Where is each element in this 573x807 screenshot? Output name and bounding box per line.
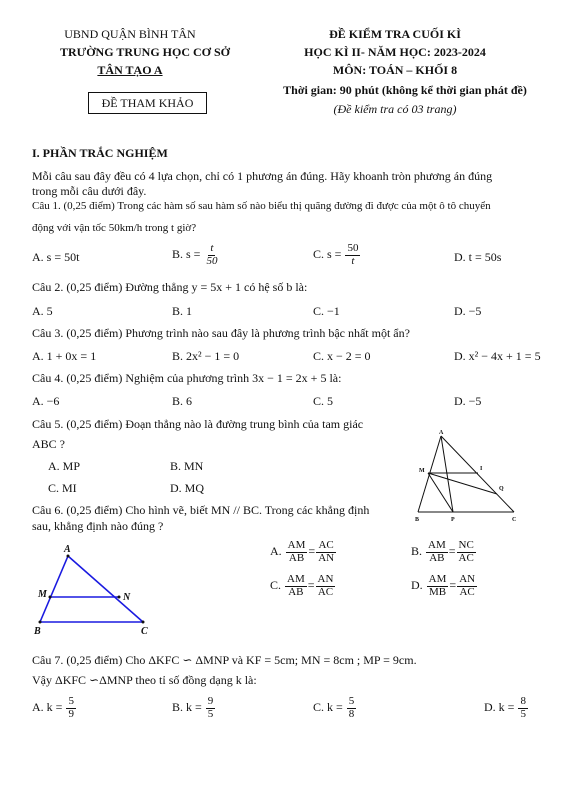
q3-option-c: C. x − 2 = 0 [313, 349, 371, 363]
q7-a-den: 9 [68, 707, 74, 720]
q5-option-a: A. MP [48, 459, 81, 473]
q5-option-d: D. MQ [170, 481, 205, 495]
q7-c-prefix: C. k = [313, 699, 343, 714]
q6-b-den2: AC [458, 551, 474, 564]
q6-d-den2: AC [459, 585, 475, 598]
q5-triangle-figure [408, 426, 526, 526]
q6-option-b: B. $\frac{AM}{AB}$ = $\frac{NC}{AC}$ [411, 539, 474, 564]
q1-b-prefix: B. s = [172, 246, 201, 261]
q7-d-num: 8 [520, 695, 526, 707]
q6-option-a: A. $\frac{AM}{AB}$ = $\frac{AC}{AN}$ [270, 539, 335, 564]
q4-option-c: C. 5 [313, 394, 334, 408]
q5-label-c: C [512, 517, 517, 523]
q5-label-a: A [439, 430, 444, 436]
q5-segment-mp [428, 473, 453, 512]
q1-line2: động với vận tốc 50km/h trong t giờ? [32, 222, 197, 234]
q5-label-i: I [480, 466, 483, 472]
header-right-line5: (Đề kiểm tra có 03 trang) [333, 102, 457, 116]
q6-point-c [142, 621, 145, 624]
q6-side-ac [68, 556, 143, 622]
q3-text: Câu 3. (0,25 điểm) Phương trình nào sau đây là phương trình bậc nhất một ẩn? [32, 326, 410, 340]
q6-a-den1: AB [288, 551, 305, 564]
q7-option-a [32, 696, 77, 720]
header-left-line3: TÂN TẠO A [97, 63, 163, 77]
q5-line1: Câu 5. (0,25 điểm) Đoạn thẳng nào là đường trung bình của tam giác [32, 417, 364, 431]
q5-segment-ap [441, 436, 453, 512]
reference-label: ĐỀ THAM KHẢO [101, 96, 194, 110]
q1-b-num: t [210, 242, 214, 254]
q6-c-den1: AB [288, 585, 304, 598]
q6-d-num2: AN [459, 573, 476, 585]
q1-b-den: 50 [206, 254, 218, 267]
q6-c-num2: AN [317, 573, 334, 585]
q5-option-b: B. MN [170, 459, 204, 473]
header-right-line2: HỌC KÌ II- NĂM HỌC: 2023-2024 [304, 45, 486, 59]
q5-label-b: B [415, 517, 420, 523]
q7-c-den: 8 [348, 707, 355, 720]
q7-c-num: 5 [348, 695, 355, 707]
q7-option-b [172, 696, 216, 720]
q6-option-d: D. $\frac{AM}{MB}$ = $\frac{AN}{AC}$ [411, 573, 476, 598]
q6-a-label: A. [270, 543, 282, 558]
q6-option-c: C. $\frac{AM}{AB}$ = $\frac{AN}{AC}$ [270, 573, 334, 598]
q6-c-num1: AM [287, 573, 305, 585]
header-right-line1: ĐỀ KIỂM TRA CUỐI KÌ [329, 27, 461, 41]
q2-option-d: D. −5 [454, 304, 482, 318]
q6-b-num1: AM [428, 539, 446, 551]
q1-c-prefix: C. s = [313, 246, 342, 261]
q3-option-d: D. x² − 4x + 1 = 5 [454, 349, 541, 363]
header-left-line1: UBND QUẬN BÌNH TÂN [64, 27, 196, 41]
q7-option-c [313, 696, 357, 720]
q5-side-ac [441, 436, 514, 512]
q6-triangle-figure [30, 540, 160, 640]
q6-point-n [118, 596, 121, 599]
q7-line1: Câu 7. (0,25 điểm) Cho ΔKFC ∽ ΔMNP và KF = 5cm; MN = 8cm ; MP = 9cm. [32, 653, 417, 667]
q2-text: Câu 2. (0,25 điểm) Đường thẳng y = 5x + 1 có hệ số b là: [32, 280, 308, 294]
q2-option-a: A. 5 [32, 304, 53, 318]
q1-c-num: 50 [347, 242, 359, 254]
intro-line1: Mỗi câu sau đây đều có 4 lựa chọn, chỉ có 1 phương án đúng. Hãy khoanh tròn phương án đúng [32, 169, 493, 183]
q6-c-den2: AC [317, 585, 334, 598]
reference-box [88, 92, 207, 114]
section-title: I. PHẦN TRẮC NGHIỆM [32, 146, 168, 160]
q5-label-q: Q [499, 486, 504, 492]
q6-c-label: C. [270, 577, 282, 592]
q7-b-num: 9 [207, 695, 214, 707]
q5-option-c: C. MI [48, 481, 77, 495]
q6-b-num2: NC [458, 539, 474, 551]
q5-side-ab [418, 436, 441, 512]
header-left-line2: TRƯỜNG TRUNG HỌC CƠ SỞ [60, 45, 231, 59]
q3-option-a: A. 1 + 0x = 1 [32, 349, 97, 363]
q6-d-den1: MB [428, 585, 447, 598]
q6-d-label: D. [411, 577, 423, 592]
q7-option-d [484, 696, 529, 720]
q6-label-b: B [34, 626, 41, 637]
q6-label-n: N [123, 592, 131, 603]
q7-line2: Vậy ΔKFC ∽ΔMNP theo tỉ số đồng dạng k là: [32, 673, 257, 687]
q4-option-b: B. 6 [172, 394, 193, 408]
q2-option-b: B. 1 [172, 304, 193, 318]
intro-line2: trong mỗi câu dưới đây. [32, 184, 147, 198]
q7-d-prefix: D. k = [484, 699, 515, 714]
q1-option-d: D. t = 50s [454, 250, 502, 264]
q6-a-num1: AM [287, 539, 306, 551]
q1-c-den: t [351, 254, 355, 267]
q7-a-num: 5 [68, 695, 74, 707]
q6-label-a: A [64, 544, 71, 555]
q5-label-p: P [451, 517, 455, 523]
q6-label-m: M [38, 589, 47, 600]
q1-option-b [172, 243, 220, 267]
q6-b-den1: AB [429, 551, 445, 564]
q1-option-c [313, 243, 361, 267]
q5-line2: ABC ? [32, 437, 65, 451]
q7-d-den: 5 [520, 707, 526, 720]
q2-option-c: C. −1 [313, 304, 340, 318]
q6-point-m [49, 596, 52, 599]
q1-option-a: A. s = 50t [32, 250, 80, 264]
q6-point-b [39, 621, 42, 624]
header-right-line4: Thời gian: 90 phút (không kể thời gian phát đề) [283, 83, 527, 97]
q6-a-den2: AN [318, 551, 335, 564]
header-right-line3: MÔN: TOÁN – KHỐI 8 [332, 63, 458, 77]
q6-a-num2: AC [318, 539, 334, 551]
q4-option-a: A. −6 [32, 394, 60, 408]
q5-label-m: M [419, 468, 425, 474]
q7-b-prefix: B. k = [172, 699, 202, 714]
q3-option-b: B. 2x² − 1 = 0 [172, 349, 240, 363]
q6-line2: sau, khẳng định nào đúng ? [32, 519, 164, 533]
q7-a-prefix: A. k = [32, 699, 63, 714]
q4-option-d: D. −5 [454, 394, 482, 408]
q7-b-den: 5 [207, 707, 214, 720]
q6-line1: Câu 6. (0,25 điểm) Cho hình vẽ, biết MN // BC. Trong các khẳng định [32, 503, 370, 517]
q6-label-c: C [141, 626, 148, 637]
q6-d-num1: AM [428, 573, 447, 585]
q6-b-label: B. [411, 543, 423, 558]
q1-line1: Câu 1. (0,25 điểm) Trong các hàm số sau hàm số nào biểu thị quãng đường đi được của một ô tô chuyển [32, 200, 491, 212]
q4-text: Câu 4. (0,25 điểm) Nghiệm của phương trình 3x − 1 = 2x + 5 là: [32, 371, 342, 385]
